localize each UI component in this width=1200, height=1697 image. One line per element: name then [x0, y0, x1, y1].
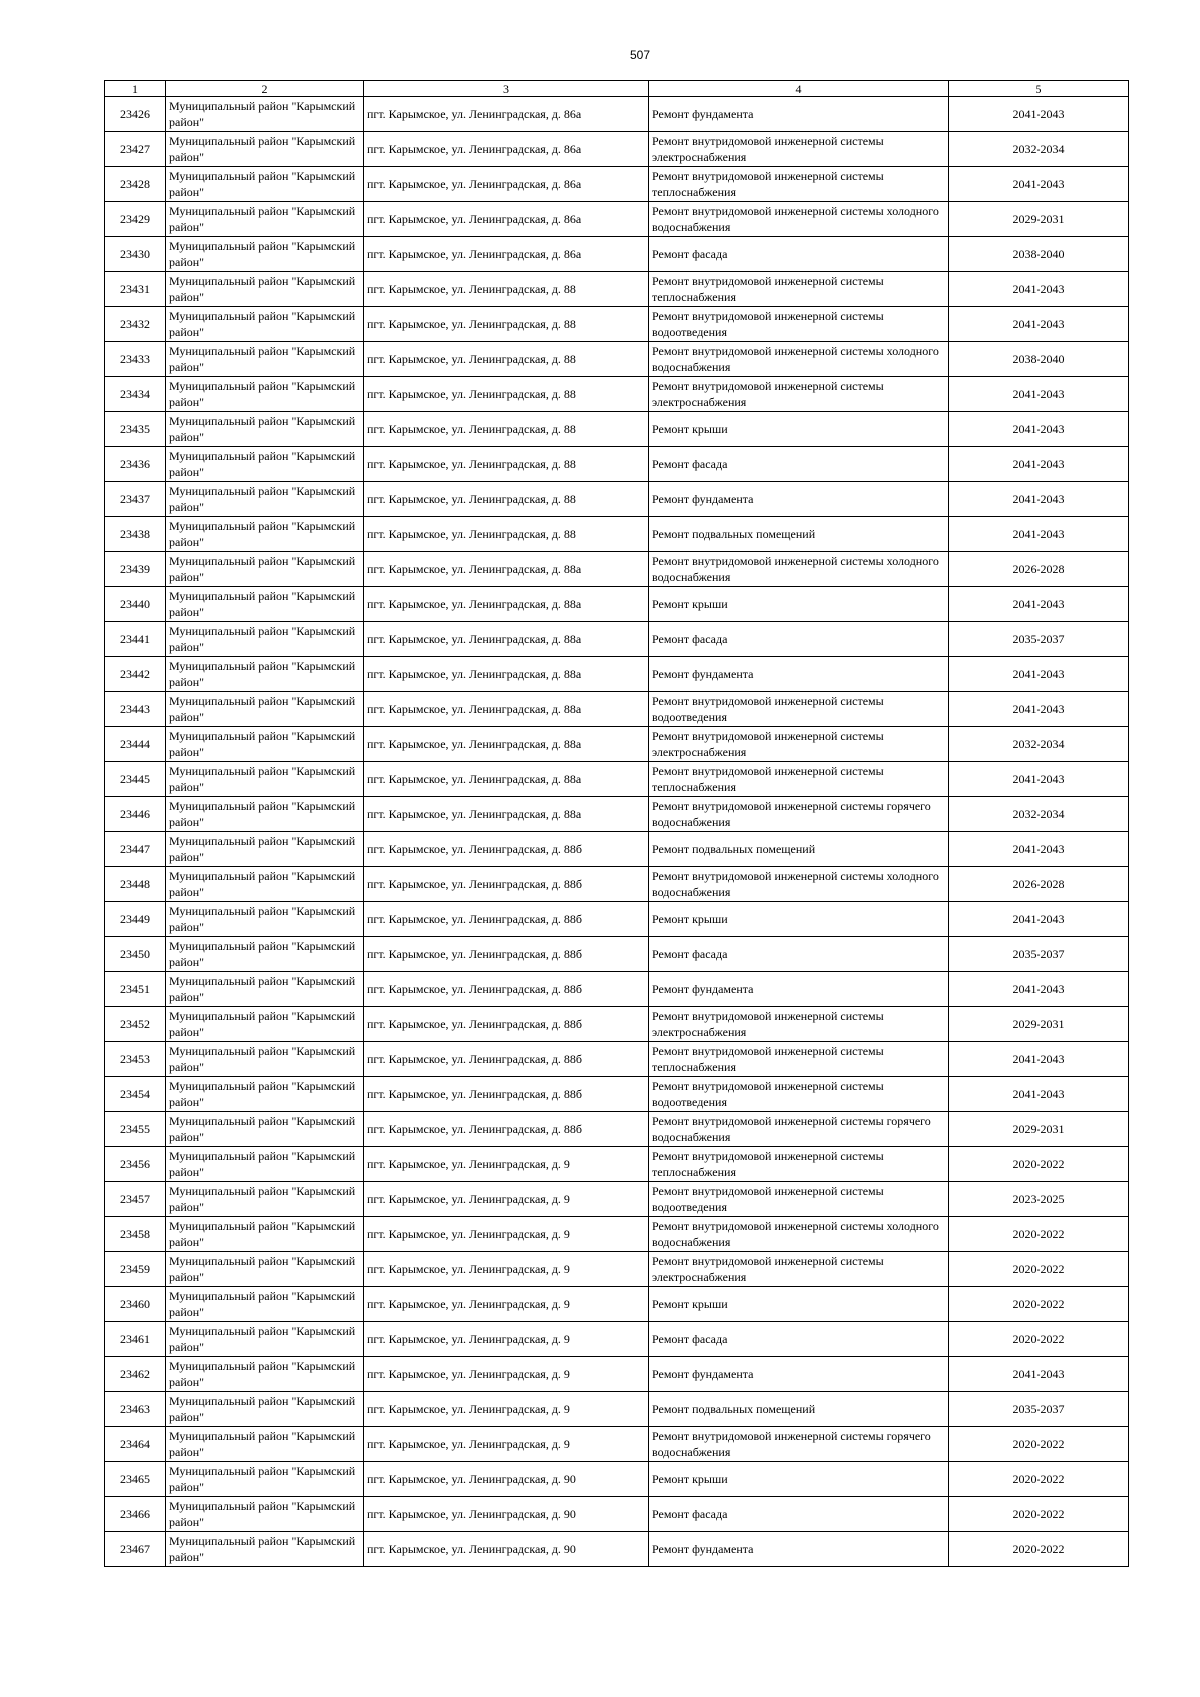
cell-work-type: Ремонт крыши [649, 412, 949, 447]
cell-district: Муниципальный район "Карымский район" [166, 447, 364, 482]
cell-address: пгт. Карымское, ул. Ленинградская, д. 86а [364, 167, 649, 202]
cell-address: пгт. Карымское, ул. Ленинградская, д. 88б [364, 1042, 649, 1077]
table-row [105, 447, 1129, 482]
repair-schedule-table [104, 80, 1129, 1567]
table-row [105, 1252, 1129, 1287]
cell-period: 2041-2043 [949, 1357, 1129, 1392]
cell-number: 23437 [105, 482, 166, 517]
cell-district: Муниципальный район "Карымский район" [166, 1182, 364, 1217]
cell-work-type: Ремонт внутридомовой инженерной системы теплоснабжения [649, 1147, 949, 1182]
cell-district: Муниципальный район "Карымский район" [166, 1042, 364, 1077]
table-row [105, 97, 1129, 132]
cell-number: 23457 [105, 1182, 166, 1217]
cell-period: 2020-2022 [949, 1147, 1129, 1182]
cell-work-type: Ремонт внутридомовой инженерной системы горячего водоснабжения [649, 797, 949, 832]
cell-number: 23440 [105, 587, 166, 622]
cell-address: пгт. Карымское, ул. Ленинградская, д. 9 [364, 1287, 649, 1322]
cell-district: Муниципальный район "Карымский район" [166, 797, 364, 832]
table-row [105, 1357, 1129, 1392]
table-row [105, 412, 1129, 447]
cell-number: 23428 [105, 167, 166, 202]
cell-work-type: Ремонт фасада [649, 447, 949, 482]
cell-address: пгт. Карымское, ул. Ленинградская, д. 88 [364, 377, 649, 412]
cell-work-type: Ремонт внутридомовой инженерной системы теплоснабжения [649, 1042, 949, 1077]
cell-period: 2020-2022 [949, 1287, 1129, 1322]
table-row [105, 1007, 1129, 1042]
cell-district: Муниципальный район "Карымский район" [166, 517, 364, 552]
cell-address: пгт. Карымское, ул. Ленинградская, д. 88 [364, 517, 649, 552]
cell-district: Муниципальный район "Карымский район" [166, 167, 364, 202]
column-header-4: 4 [649, 81, 949, 97]
cell-period: 2026-2028 [949, 552, 1129, 587]
cell-address: пгт. Карымское, ул. Ленинградская, д. 88 [364, 307, 649, 342]
table-row [105, 937, 1129, 972]
cell-number: 23460 [105, 1287, 166, 1322]
cell-number: 23462 [105, 1357, 166, 1392]
cell-number: 23444 [105, 727, 166, 762]
cell-district: Муниципальный район "Карымский район" [166, 1077, 364, 1112]
table-row [105, 587, 1129, 622]
cell-number: 23458 [105, 1217, 166, 1252]
column-header-5: 5 [949, 81, 1129, 97]
table-row [105, 1497, 1129, 1532]
table-row [105, 237, 1129, 272]
cell-district: Муниципальный район "Карымский район" [166, 307, 364, 342]
table-row [105, 832, 1129, 867]
cell-work-type: Ремонт фасада [649, 937, 949, 972]
cell-district: Муниципальный район "Карымский район" [166, 937, 364, 972]
table-row [105, 1427, 1129, 1462]
cell-period: 2041-2043 [949, 1042, 1129, 1077]
cell-address: пгт. Карымское, ул. Ленинградская, д. 88а [364, 797, 649, 832]
cell-period: 2020-2022 [949, 1217, 1129, 1252]
cell-number: 23443 [105, 692, 166, 727]
cell-period: 2041-2043 [949, 447, 1129, 482]
table-row [105, 132, 1129, 167]
cell-number: 23466 [105, 1497, 166, 1532]
table-row [105, 1462, 1129, 1497]
cell-address: пгт. Карымское, ул. Ленинградская, д. 88а [364, 587, 649, 622]
cell-district: Муниципальный район "Карымский район" [166, 1287, 364, 1322]
cell-number: 23459 [105, 1252, 166, 1287]
cell-work-type: Ремонт внутридомовой инженерной системы водоотведения [649, 1077, 949, 1112]
column-header-3: 3 [364, 81, 649, 97]
table-row [105, 692, 1129, 727]
table-row [105, 1287, 1129, 1322]
table-row [105, 517, 1129, 552]
table-row [105, 1182, 1129, 1217]
cell-address: пгт. Карымское, ул. Ленинградская, д. 88а [364, 622, 649, 657]
table-row [105, 482, 1129, 517]
cell-district: Муниципальный район "Карымский район" [166, 972, 364, 1007]
cell-period: 2020-2022 [949, 1532, 1129, 1567]
cell-address: пгт. Карымское, ул. Ленинградская, д. 88 [364, 412, 649, 447]
cell-work-type: Ремонт внутридомовой инженерной системы электроснабжения [649, 1252, 949, 1287]
cell-work-type: Ремонт фундамента [649, 1357, 949, 1392]
table-row [105, 167, 1129, 202]
cell-address: пгт. Карымское, ул. Ленинградская, д. 9 [364, 1357, 649, 1392]
cell-district: Муниципальный район "Карымский район" [166, 412, 364, 447]
cell-address: пгт. Карымское, ул. Ленинградская, д. 88а [364, 727, 649, 762]
cell-number: 23451 [105, 972, 166, 1007]
table-row [105, 622, 1129, 657]
cell-district: Муниципальный район "Карымский район" [166, 832, 364, 867]
cell-district: Муниципальный район "Карымский район" [166, 587, 364, 622]
cell-period: 2020-2022 [949, 1322, 1129, 1357]
cell-number: 23442 [105, 657, 166, 692]
cell-work-type: Ремонт внутридомовой инженерной системы холодного водоснабжения [649, 552, 949, 587]
cell-work-type: Ремонт фасада [649, 237, 949, 272]
cell-period: 2035-2037 [949, 937, 1129, 972]
cell-address: пгт. Карымское, ул. Ленинградская, д. 88б [364, 1077, 649, 1112]
cell-period: 2041-2043 [949, 832, 1129, 867]
cell-number: 23463 [105, 1392, 166, 1427]
cell-work-type: Ремонт подвальных помещений [649, 517, 949, 552]
cell-work-type: Ремонт фасада [649, 1497, 949, 1532]
cell-period: 2035-2037 [949, 1392, 1129, 1427]
cell-period: 2029-2031 [949, 202, 1129, 237]
cell-address: пгт. Карымское, ул. Ленинградская, д. 88а [364, 692, 649, 727]
cell-work-type: Ремонт внутридомовой инженерной системы электроснабжения [649, 1007, 949, 1042]
cell-district: Муниципальный район "Карымский район" [166, 1007, 364, 1042]
cell-period: 2020-2022 [949, 1462, 1129, 1497]
cell-district: Муниципальный район "Карымский район" [166, 1217, 364, 1252]
cell-address: пгт. Карымское, ул. Ленинградская, д. 90 [364, 1497, 649, 1532]
cell-period: 2041-2043 [949, 307, 1129, 342]
cell-district: Муниципальный район "Карымский район" [166, 1322, 364, 1357]
cell-district: Муниципальный район "Карымский район" [166, 1252, 364, 1287]
cell-period: 2029-2031 [949, 1007, 1129, 1042]
cell-address: пгт. Карымское, ул. Ленинградская, д. 9 [364, 1182, 649, 1217]
cell-district: Муниципальный район "Карымский район" [166, 1392, 364, 1427]
table-row [105, 762, 1129, 797]
cell-period: 2032-2034 [949, 797, 1129, 832]
table-row [105, 1077, 1129, 1112]
cell-period: 2041-2043 [949, 482, 1129, 517]
cell-period: 2041-2043 [949, 412, 1129, 447]
cell-work-type: Ремонт внутридомовой инженерной системы электроснабжения [649, 377, 949, 412]
cell-period: 2020-2022 [949, 1252, 1129, 1287]
cell-work-type: Ремонт внутридомовой инженерной системы горячего водоснабжения [649, 1112, 949, 1147]
cell-address: пгт. Карымское, ул. Ленинградская, д. 9 [364, 1392, 649, 1427]
cell-number: 23449 [105, 902, 166, 937]
cell-number: 23464 [105, 1427, 166, 1462]
cell-work-type: Ремонт внутридомовой инженерной системы водоотведения [649, 692, 949, 727]
cell-work-type: Ремонт внутридомовой инженерной системы водоотведения [649, 1182, 949, 1217]
cell-work-type: Ремонт фундамента [649, 657, 949, 692]
page-number: 507 [629, 48, 651, 62]
cell-address: пгт. Карымское, ул. Ленинградская, д. 86а [364, 97, 649, 132]
cell-address: пгт. Карымское, ул. Ленинградская, д. 86а [364, 132, 649, 167]
cell-number: 23439 [105, 552, 166, 587]
cell-work-type: Ремонт внутридомовой инженерной системы горячего водоснабжения [649, 1427, 949, 1462]
cell-work-type: Ремонт внутридомовой инженерной системы холодного водоснабжения [649, 342, 949, 377]
cell-number: 23452 [105, 1007, 166, 1042]
table-row [105, 377, 1129, 412]
cell-work-type: Ремонт внутридомовой инженерной системы теплоснабжения [649, 272, 949, 307]
cell-district: Муниципальный район "Карымский район" [166, 97, 364, 132]
cell-work-type: Ремонт крыши [649, 902, 949, 937]
cell-district: Муниципальный район "Карымский район" [166, 1112, 364, 1147]
cell-work-type: Ремонт фасада [649, 1322, 949, 1357]
cell-work-type: Ремонт фасада [649, 622, 949, 657]
cell-number: 23461 [105, 1322, 166, 1357]
cell-district: Муниципальный район "Карымский район" [166, 622, 364, 657]
cell-number: 23467 [105, 1532, 166, 1567]
cell-district: Муниципальный район "Карымский район" [166, 1147, 364, 1182]
cell-district: Муниципальный район "Карымский район" [166, 202, 364, 237]
table-row [105, 1217, 1129, 1252]
cell-address: пгт. Карымское, ул. Ленинградская, д. 90 [364, 1462, 649, 1497]
table-row [105, 202, 1129, 237]
cell-district: Муниципальный район "Карымский район" [166, 727, 364, 762]
cell-district: Муниципальный район "Карымский район" [166, 377, 364, 412]
cell-number: 23447 [105, 832, 166, 867]
cell-period: 2038-2040 [949, 342, 1129, 377]
cell-period: 2041-2043 [949, 587, 1129, 622]
column-header-1: 1 [105, 81, 166, 97]
table-row [105, 657, 1129, 692]
cell-work-type: Ремонт внутридомовой инженерной системы электроснабжения [649, 727, 949, 762]
cell-number: 23453 [105, 1042, 166, 1077]
cell-work-type: Ремонт внутридомовой инженерной системы водоотведения [649, 307, 949, 342]
cell-district: Муниципальный район "Карымский район" [166, 657, 364, 692]
table-body [105, 97, 1129, 1567]
cell-work-type: Ремонт фундамента [649, 1532, 949, 1567]
cell-address: пгт. Карымское, ул. Ленинградская, д. 9 [364, 1147, 649, 1182]
cell-period: 2038-2040 [949, 237, 1129, 272]
cell-period: 2041-2043 [949, 1077, 1129, 1112]
cell-work-type: Ремонт внутридомовой инженерной системы холодного водоснабжения [649, 1217, 949, 1252]
cell-number: 23441 [105, 622, 166, 657]
cell-period: 2041-2043 [949, 377, 1129, 412]
cell-address: пгт. Карымское, ул. Ленинградская, д. 88а [364, 552, 649, 587]
cell-district: Муниципальный район "Карымский район" [166, 902, 364, 937]
cell-number: 23450 [105, 937, 166, 972]
cell-district: Муниципальный район "Карымский район" [166, 867, 364, 902]
cell-address: пгт. Карымское, ул. Ленинградская, д. 86а [364, 202, 649, 237]
cell-period: 2041-2043 [949, 167, 1129, 202]
cell-period: 2020-2022 [949, 1427, 1129, 1462]
cell-work-type: Ремонт внутридомовой инженерной системы холодного водоснабжения [649, 867, 949, 902]
cell-work-type: Ремонт крыши [649, 587, 949, 622]
cell-district: Муниципальный район "Карымский район" [166, 342, 364, 377]
cell-number: 23430 [105, 237, 166, 272]
cell-period: 2032-2034 [949, 727, 1129, 762]
table-row [105, 902, 1129, 937]
cell-work-type: Ремонт внутридомовой инженерной системы холодного водоснабжения [649, 202, 949, 237]
cell-district: Муниципальный район "Карымский район" [166, 482, 364, 517]
cell-address: пгт. Карымское, ул. Ленинградская, д. 88а [364, 657, 649, 692]
cell-address: пгт. Карымское, ул. Ленинградская, д. 88б [364, 902, 649, 937]
cell-period: 2041-2043 [949, 972, 1129, 1007]
cell-number: 23448 [105, 867, 166, 902]
cell-address: пгт. Карымское, ул. Ленинградская, д. 9 [364, 1427, 649, 1462]
cell-address: пгт. Карымское, ул. Ленинградская, д. 88б [364, 832, 649, 867]
table-row [105, 1042, 1129, 1077]
cell-period: 2041-2043 [949, 762, 1129, 797]
cell-number: 23438 [105, 517, 166, 552]
cell-address: пгт. Карымское, ул. Ленинградская, д. 88б [364, 972, 649, 1007]
cell-number: 23431 [105, 272, 166, 307]
cell-number: 23455 [105, 1112, 166, 1147]
cell-address: пгт. Карымское, ул. Ленинградская, д. 88а [364, 762, 649, 797]
cell-address: пгт. Карымское, ул. Ленинградская, д. 88б [364, 1112, 649, 1147]
cell-address: пгт. Карымское, ул. Ленинградская, д. 9 [364, 1252, 649, 1287]
table-row [105, 342, 1129, 377]
table-row [105, 307, 1129, 342]
cell-district: Муниципальный район "Карымский район" [166, 1357, 364, 1392]
table-row [105, 1322, 1129, 1357]
cell-address: пгт. Карымское, ул. Ленинградская, д. 88 [364, 342, 649, 377]
table-header [105, 81, 1129, 97]
cell-period: 2041-2043 [949, 657, 1129, 692]
cell-district: Муниципальный район "Карымский район" [166, 1497, 364, 1532]
column-header-2: 2 [166, 81, 364, 97]
cell-period: 2041-2043 [949, 97, 1129, 132]
cell-number: 23429 [105, 202, 166, 237]
cell-number: 23434 [105, 377, 166, 412]
table-row [105, 797, 1129, 832]
cell-number: 23433 [105, 342, 166, 377]
table-row [105, 1392, 1129, 1427]
cell-address: пгт. Карымское, ул. Ленинградская, д. 88 [364, 482, 649, 517]
cell-period: 2020-2022 [949, 1497, 1129, 1532]
cell-number: 23445 [105, 762, 166, 797]
cell-work-type: Ремонт внутридомовой инженерной системы теплоснабжения [649, 167, 949, 202]
cell-period: 2041-2043 [949, 272, 1129, 307]
cell-work-type: Ремонт внутридомовой инженерной системы электроснабжения [649, 132, 949, 167]
cell-district: Муниципальный район "Карымский район" [166, 132, 364, 167]
cell-address: пгт. Карымское, ул. Ленинградская, д. 88 [364, 272, 649, 307]
cell-work-type: Ремонт крыши [649, 1462, 949, 1497]
cell-address: пгт. Карымское, ул. Ленинградская, д. 88б [364, 867, 649, 902]
cell-period: 2041-2043 [949, 902, 1129, 937]
cell-address: пгт. Карымское, ул. Ленинградская, д. 90 [364, 1532, 649, 1567]
cell-address: пгт. Карымское, ул. Ленинградская, д. 88б [364, 937, 649, 972]
cell-period: 2023-2025 [949, 1182, 1129, 1217]
cell-number: 23454 [105, 1077, 166, 1112]
cell-number: 23446 [105, 797, 166, 832]
cell-period: 2041-2043 [949, 692, 1129, 727]
table-row [105, 552, 1129, 587]
cell-work-type: Ремонт крыши [649, 1287, 949, 1322]
cell-work-type: Ремонт фундамента [649, 97, 949, 132]
header-row [105, 81, 1129, 97]
cell-work-type: Ремонт подвальных помещений [649, 1392, 949, 1427]
cell-address: пгт. Карымское, ул. Ленинградская, д. 86а [364, 237, 649, 272]
cell-number: 23465 [105, 1462, 166, 1497]
cell-period: 2026-2028 [949, 867, 1129, 902]
table-row [105, 1147, 1129, 1182]
table-row [105, 1112, 1129, 1147]
cell-district: Муниципальный район "Карымский район" [166, 692, 364, 727]
cell-work-type: Ремонт внутридомовой инженерной системы теплоснабжения [649, 762, 949, 797]
cell-address: пгт. Карымское, ул. Ленинградская, д. 88 [364, 447, 649, 482]
table-row [105, 867, 1129, 902]
cell-district: Муниципальный район "Карымский район" [166, 1462, 364, 1497]
cell-number: 23427 [105, 132, 166, 167]
cell-number: 23456 [105, 1147, 166, 1182]
cell-number: 23435 [105, 412, 166, 447]
table-row [105, 272, 1129, 307]
table-row [105, 972, 1129, 1007]
cell-number: 23426 [105, 97, 166, 132]
cell-period: 2041-2043 [949, 517, 1129, 552]
cell-district: Муниципальный район "Карымский район" [166, 272, 364, 307]
cell-address: пгт. Карымское, ул. Ленинградская, д. 88б [364, 1007, 649, 1042]
cell-district: Муниципальный район "Карымский район" [166, 552, 364, 587]
table-row [105, 727, 1129, 762]
cell-address: пгт. Карымское, ул. Ленинградская, д. 9 [364, 1217, 649, 1252]
table-row [105, 1532, 1129, 1567]
cell-work-type: Ремонт фундамента [649, 972, 949, 1007]
cell-work-type: Ремонт фундамента [649, 482, 949, 517]
cell-district: Муниципальный район "Карымский район" [166, 1427, 364, 1462]
cell-number: 23432 [105, 307, 166, 342]
cell-district: Муниципальный район "Карымский район" [166, 1532, 364, 1567]
cell-number: 23436 [105, 447, 166, 482]
cell-work-type: Ремонт подвальных помещений [649, 832, 949, 867]
cell-period: 2032-2034 [949, 132, 1129, 167]
cell-district: Муниципальный район "Карымский район" [166, 762, 364, 797]
cell-district: Муниципальный район "Карымский район" [166, 237, 364, 272]
cell-period: 2035-2037 [949, 622, 1129, 657]
cell-address: пгт. Карымское, ул. Ленинградская, д. 9 [364, 1322, 649, 1357]
cell-period: 2029-2031 [949, 1112, 1129, 1147]
